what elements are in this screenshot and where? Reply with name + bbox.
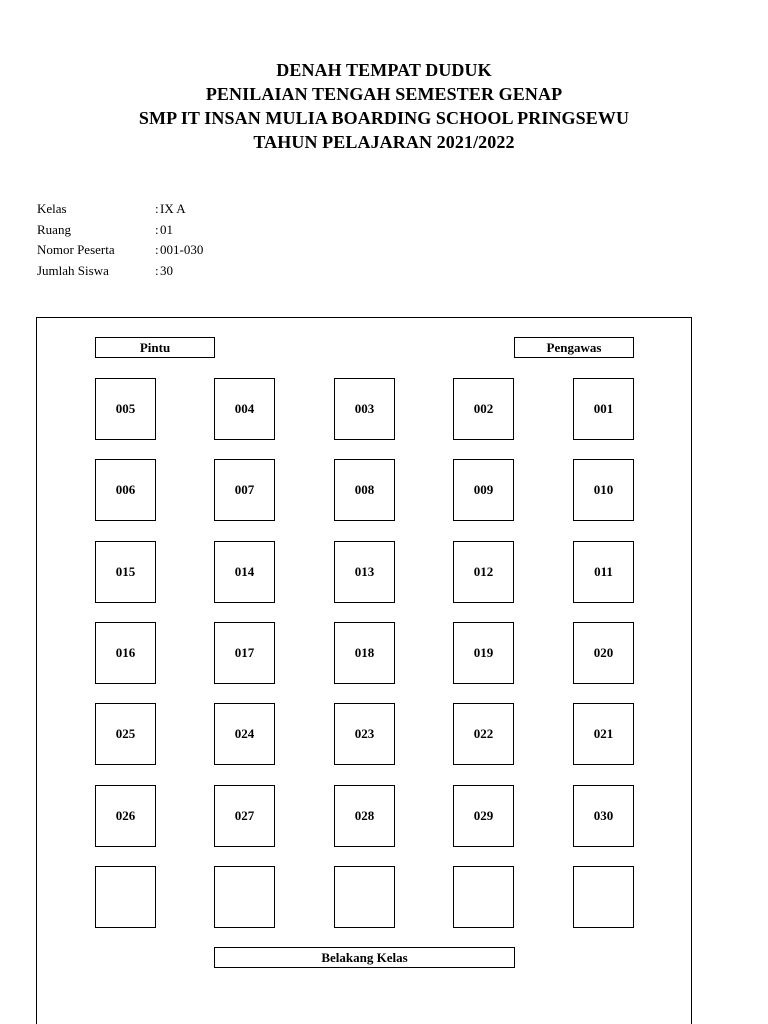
info-value: IX A xyxy=(160,201,186,216)
info-separator: : xyxy=(155,201,159,216)
back-of-class-label: Belakang Kelas xyxy=(214,947,515,968)
seat-015: 015 xyxy=(95,541,156,603)
info-separator: : xyxy=(155,221,159,237)
supervisor-label: Pengawas xyxy=(514,337,634,358)
info-value: 001-030 xyxy=(160,242,204,257)
seat-022: 022 xyxy=(453,703,514,765)
info-separator: : xyxy=(155,242,159,257)
seat-017: 017 xyxy=(214,622,275,684)
info-row-jumlah-siswa xyxy=(37,261,203,282)
info-row-ruang xyxy=(37,220,203,241)
seat-006: 006 xyxy=(95,459,156,521)
seat-026: 026 xyxy=(95,785,156,847)
seat-007: 007 xyxy=(214,459,275,521)
title-line-2: PENILAIAN TENGAH SEMESTER GENAP xyxy=(205,84,563,104)
title-line-1: DENAH TEMPAT DUDUK xyxy=(276,60,492,80)
info-value: 30 xyxy=(160,262,173,278)
seat-005: 005 xyxy=(95,378,156,440)
seat-014: 014 xyxy=(214,541,275,603)
seat-025: 025 xyxy=(95,703,156,765)
door-label: Pintu xyxy=(95,337,215,358)
seat-002: 002 xyxy=(453,378,514,440)
seat-empty xyxy=(453,866,514,928)
seat-020: 020 xyxy=(573,622,634,684)
seat-004: 004 xyxy=(214,378,275,440)
seat-empty xyxy=(334,866,395,928)
seat-001: 001 xyxy=(573,378,634,440)
seat-023: 023 xyxy=(334,703,395,765)
seat-018: 018 xyxy=(334,622,395,684)
seat-010: 010 xyxy=(573,459,634,521)
seat-029: 029 xyxy=(453,785,514,847)
info-label: Kelas xyxy=(37,201,67,216)
seat-021: 021 xyxy=(573,703,634,765)
seat-003: 003 xyxy=(334,378,395,440)
info-label: Jumlah Siswa xyxy=(37,262,109,278)
seat-016: 016 xyxy=(95,622,156,684)
info-label: Ruang xyxy=(37,221,71,237)
seat-019: 019 xyxy=(453,622,514,684)
info-separator: : xyxy=(155,262,159,278)
info-label: Nomor Peserta xyxy=(37,242,115,257)
info-row-kelas xyxy=(37,199,203,220)
seat-012: 012 xyxy=(453,541,514,603)
seat-009: 009 xyxy=(453,459,514,521)
seat-024: 024 xyxy=(214,703,275,765)
document-title xyxy=(0,58,768,154)
title-line-3: SMP IT INSAN MULIA BOARDING SCHOOL PRINGSEWU xyxy=(138,108,630,128)
info-value: 01 xyxy=(160,221,173,237)
info-row-nomor-peserta xyxy=(37,240,203,261)
seat-030: 030 xyxy=(573,785,634,847)
class-info xyxy=(37,199,203,281)
seat-empty xyxy=(214,866,275,928)
seat-011: 011 xyxy=(573,541,634,603)
seat-013: 013 xyxy=(334,541,395,603)
seat-027: 027 xyxy=(214,785,275,847)
seat-empty xyxy=(573,866,634,928)
seating-room xyxy=(36,317,692,1024)
seat-028: 028 xyxy=(334,785,395,847)
seat-empty xyxy=(95,866,156,928)
title-line-4: TAHUN PELAJARAN 2021/2022 xyxy=(253,132,515,152)
seat-008: 008 xyxy=(334,459,395,521)
